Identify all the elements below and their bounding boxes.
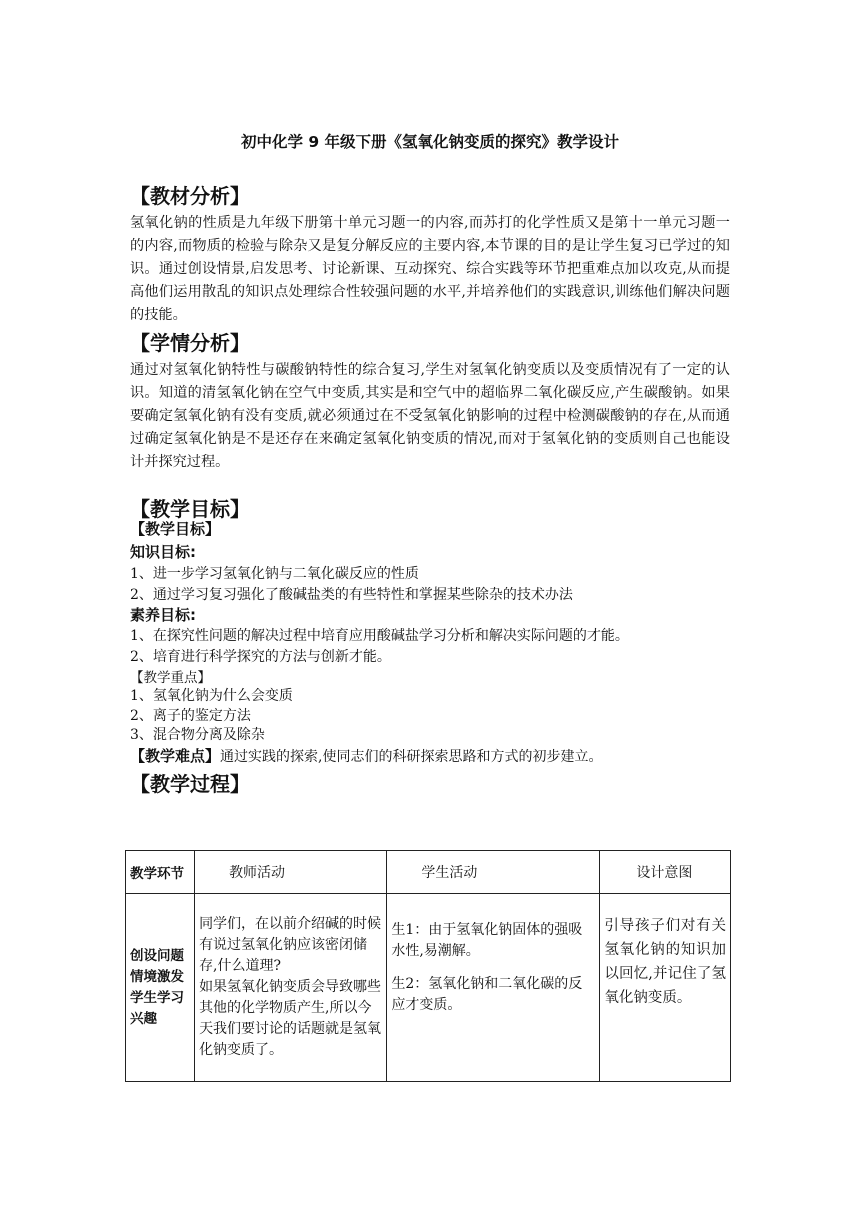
knowledge-item: 1、进一步学习氢氧化钠与二氧化碳反应的性质 xyxy=(130,566,419,582)
cell-stage: 创设问题情境激发学生学习兴趣 xyxy=(126,894,195,1082)
literacy-label: 素养目标: xyxy=(130,606,196,624)
intent-text: 引导孩子们对有关氢氧化钠的知识加以回忆,并记住了氢氧化钠变质。 xyxy=(604,918,726,1006)
process-heading: 【教学过程】 xyxy=(130,772,250,796)
header-stage: 教学环节 xyxy=(126,851,195,894)
cell-teacher xyxy=(195,894,387,1082)
cell-intent xyxy=(600,894,731,1082)
process-table xyxy=(125,850,731,1082)
literacy-item: 2、培育进行科学探究的方法与创新才能。 xyxy=(130,649,391,665)
student-activity-1: 生1：由于氢氧化钠固体的强吸水性,易潮解。 xyxy=(391,922,583,959)
literacy-item: 1、在探究性问题的解决过程中培育应用酸碱盐学习分析和解决实际问题的才能。 xyxy=(130,628,629,644)
goals-subheading: 【教学目标】 xyxy=(130,520,221,538)
document-title: 初中化学 9 年级下册《氢氧化钠变质的探究》教学设计 xyxy=(240,133,620,151)
table-row xyxy=(126,894,731,1082)
difficulty-line xyxy=(130,745,602,766)
key-point-item: 3、混合物分离及除杂 xyxy=(130,727,265,743)
difficulty-text: 通过实践的探索,使同志们的科研探索思路和方式的初步建立。 xyxy=(220,749,603,765)
students-heading: 【学情分析】 xyxy=(130,331,250,355)
key-point-item: 2、离子的鉴定方法 xyxy=(130,708,251,724)
table-header-row xyxy=(126,851,731,894)
goals-heading: 【教学目标】 xyxy=(130,497,250,521)
knowledge-label: 知识目标: xyxy=(130,543,196,561)
materials-heading: 【教材分析】 xyxy=(130,184,250,208)
header-intent: 设计意图 xyxy=(600,851,731,894)
key-points-label: 【教学重点】 xyxy=(130,670,211,686)
cell-student xyxy=(387,894,600,1082)
header-student: 学生活动 xyxy=(387,851,600,894)
materials-text: 氢氧化钠的性质是九年级下册第十单元习题一的内容,而苏打的化学性质又是第十一单元习题一的内容,而物质的检验与除杂又是复分解反应的主要内容,本节课的目的是让学生复习已学过的知识。通过创设情景,启发思考、讨论新课、互动探究、综合实践等环节把重难点加以攻克,从而提高他们运用散乱的知识点处理综合性较强问题的水平,并培养他们的实践意识,训练他们解决问题的技能。 xyxy=(130,215,730,323)
knowledge-item: 2、通过学习复习强化了酸碱盐类的有些特性和掌握某些除杂的技术办法 xyxy=(130,587,573,603)
header-teacher: 教师活动 xyxy=(195,851,387,894)
students-text: 通过对氢氧化钠特性与碳酸钠特性的综合复习,学生对氢氧化钠变质以及变质情况有了一定的认识。知道的清氢氧化钠在空气中变质,其实是和空气中的超临界二氧化碳反应,产生碳酸钠。如果要确定氢氧化钠有没有变质,就必须通过在不受氢氧化钠影响的过程中检测碳酸钠的存在,从而通过确定氢氧化钠是不是还存在来确定氢氧化钠变质的情况,而对于氢氧化钠的变质则自己也能设计并探究过程。 xyxy=(130,362,730,470)
difficulty-label: 【教学难点】 xyxy=(130,747,221,765)
teacher-activity-text: 同学们，在以前介绍碱的时候有说过氢氧化钠应该密闭储存,什么道理? 如果氢氧化钠变质会导致哪些其他的化学物质产生,所以今天我们要讨论的话题就是氢氧化钠变质了。 xyxy=(199,916,382,1058)
key-point-item: 1、氢氧化钠为什么会变质 xyxy=(130,688,293,704)
student-activity-2: 生2：氢氧化钠和二氧化碳的反应才变质。 xyxy=(391,976,583,1013)
